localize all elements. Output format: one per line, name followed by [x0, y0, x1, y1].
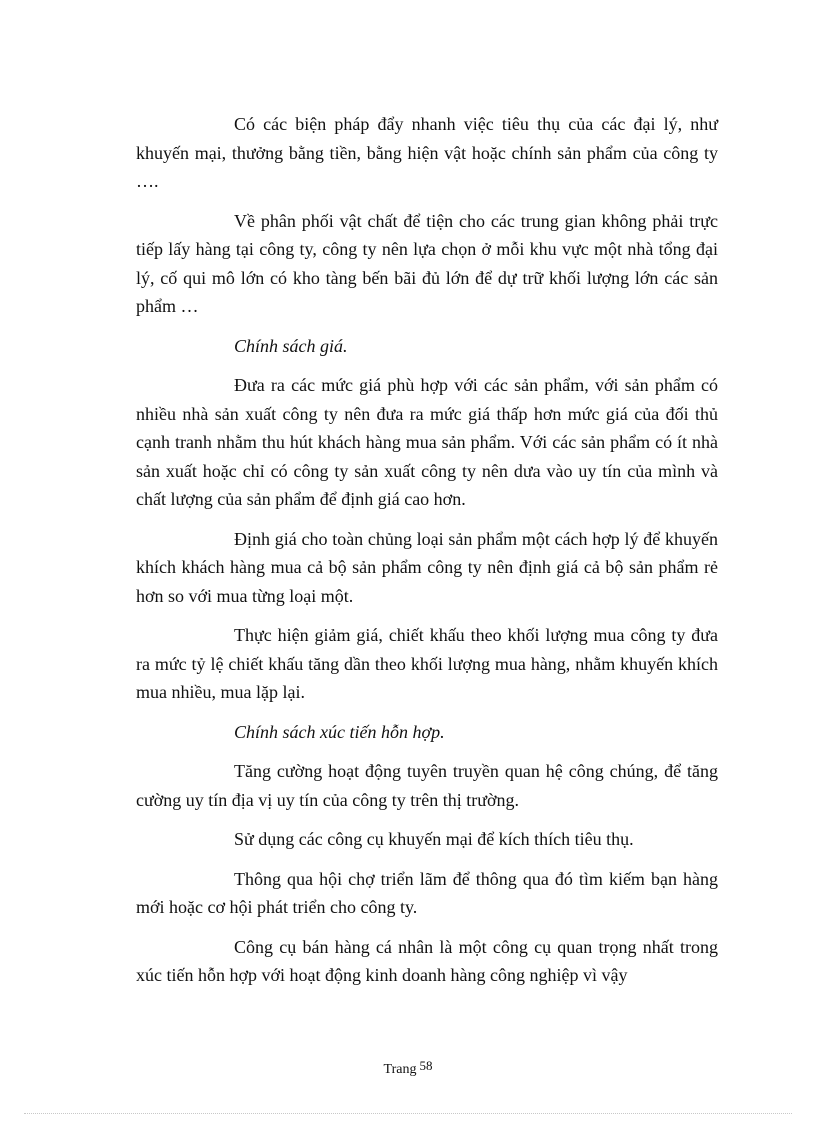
paragraph-9: Công cụ bán hàng cá nhân là một công cụ quan trọng nhất trong xúc tiến hỗn hợp với hoạt động kinh doanh hàng công nghiệp vì vậy — [136, 936, 718, 985]
paragraph-2: Về phân phối vật chất để tiện cho các trung gian không phải trực tiếp lấy hàng tại công ty, công ty nên lựa chọn ở mỗi khu vực một nhà tổng đại lý, cố qui mô lớn có kho tàng bến bãi đủ lớn để dự trữ khối lượng lớn các sản phẩm … — [136, 210, 718, 316]
page-label: Trang — [383, 1062, 417, 1077]
page-number: 58 — [419, 1058, 433, 1073]
paragraph-7: Sử dụng các công cụ khuyến mại để kích thích tiêu thụ. — [234, 829, 634, 849]
paragraph-1: Có các biện pháp đẩy nhanh việc tiêu thụ của các đại lý, như khuyến mại, thưởng bằng tiền, bằng hiện vật hoặc chính sản phẩm của công ty …. — [136, 114, 718, 191]
paragraph-6: Tăng cường hoạt động tuyên truyền quan hệ công chúng, để tăng cường uy tín địa vị uy tín của công ty trên thị trường. — [136, 761, 718, 810]
paragraph-8: Thông qua hội chợ triển lãm để thông qua đó tìm kiếm bạn hàng mới hoặc cơ hội phát triển cho công ty. — [136, 868, 718, 917]
paragraph-3: Đưa ra các mức giá phù hợp với các sản phẩm, với sản phẩm có nhiều nhà sản xuất công ty nên đưa ra mức giá thấp hơn mức giá của đối thủ cạnh tranh nhằm thu hút khách hàng mua sản phẩm. Với các sản phẩm có ít nhà sản xuất hoặc chỉ có công ty sản xuất công ty nên dưa vào uy tín của mình và chất lượng của sản phẩm để định giá cao hơn. — [136, 375, 718, 509]
section-heading-pricing: Chính sách giá. — [234, 335, 348, 356]
paragraph-5: Thực hiện giảm giá, chiết khấu theo khối lượng mua công ty đưa ra mức tỷ lệ chiết khấu tăng dần theo khối lượng mua hàng, nhằm khuyến khích mua nhiều, mua lặp lại. — [136, 625, 718, 702]
paragraph-4: Định giá cho toàn chủng loại sản phẩm một cách hợp lý để khuyến khích khách hàng mua cả bộ sản phẩm công ty nên định giá cả bộ sản phẩm rẻ hơn so với mua từng loại một. — [136, 528, 718, 606]
document-body — [136, 110, 718, 1001]
section-heading-promotion: Chính sách xúc tiến hỗn hợp. — [234, 721, 445, 742]
page-footer — [0, 1060, 816, 1079]
page-bottom-divider — [24, 1113, 792, 1114]
